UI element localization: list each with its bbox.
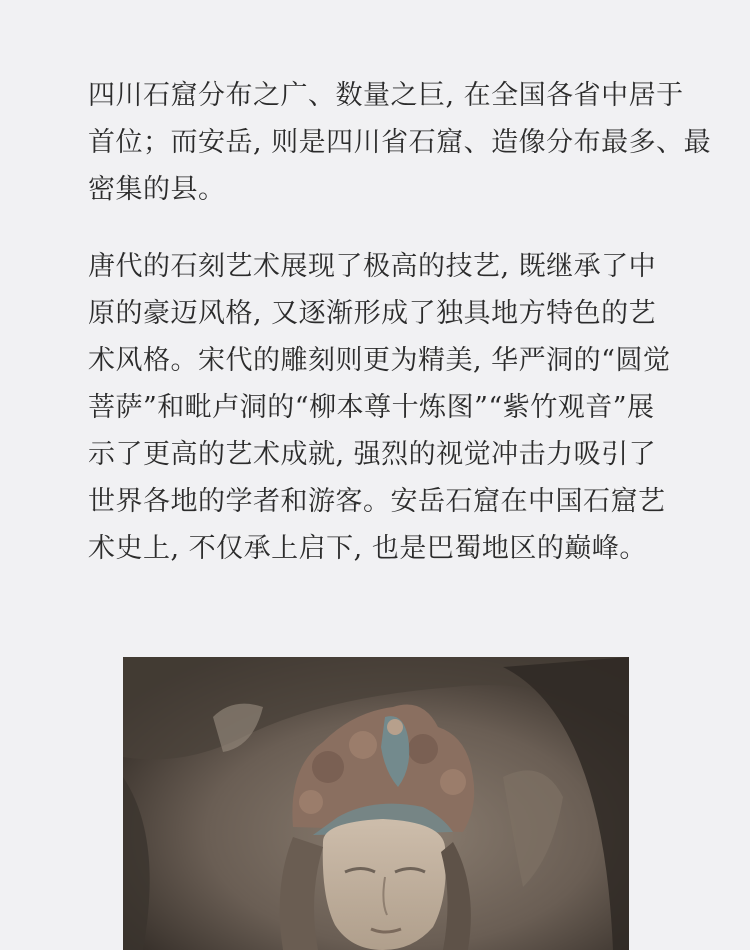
article-body xyxy=(88,72,712,572)
text-line: 术风格。宋代的雕刻则更为精美, 华严洞的“圆觉 xyxy=(88,345,671,376)
statue-illustration xyxy=(123,657,629,950)
text-line: 四川石窟分布之广、数量之巨, 在全国各省中居于 xyxy=(88,80,684,111)
text-line: 术史上, 不仅承上启下, 也是巴蜀地区的巅峰。 xyxy=(88,533,647,564)
text-line: 菩萨”和毗卢洞的“柳本尊十炼图”“紫竹观音”展 xyxy=(88,392,655,423)
text-line: 密集的县。 xyxy=(88,174,226,205)
text-line: 原的豪迈风格, 又逐渐形成了独具地方特色的艺 xyxy=(88,298,657,329)
text-line: 世界各地的学者和游客。安岳石窟在中国石窟艺 xyxy=(88,486,666,517)
text-line: 唐代的石刻艺术展现了极高的技艺, 既继承了中 xyxy=(88,251,657,282)
bodhisattva-statue-photo xyxy=(123,657,629,950)
text-line: 示了更高的艺术成就, 强烈的视觉冲击力吸引了 xyxy=(88,439,657,470)
text-line: 首位；而安岳, 则是四川省石窟、造像分布最多、最 xyxy=(88,127,712,158)
paragraph-intro xyxy=(88,72,712,213)
paragraph-history xyxy=(88,243,671,572)
bodhisattva-face xyxy=(323,819,446,950)
